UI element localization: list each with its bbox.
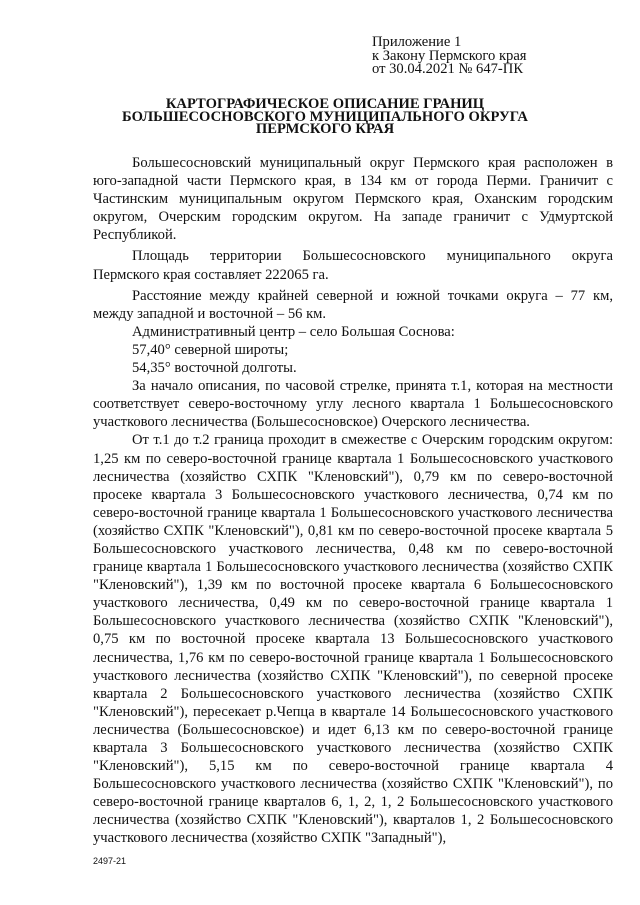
document-code: 2497-21 — [93, 856, 127, 866]
paragraph-boundary-t1-t2: От т.1 до т.2 граница проходит в смежестве с Очерским городским округом: 1,25 км по северо-восточной границе квартала 1 Большесосновского участкового лесничества (хозяйство СХПК "Кленовский"), 0,79 км по северо-восточной просеке квартала 3 Большесосновского участкового лесничества, 0,74 км по северо-восточной границе квартала 1 Большесосновского участкового лесничества (хозяйство СХПК "Кленовский"), 0,81 км по северо-восточной просеке квартала 5 Большесосновского участкового лесничества, 0,48 км по северо-восточной границе квартала 1 Большесосновского участкового лесничества (хозяйство СХПК "Кленовский"), 1,39 км по восточной просеке квартала 6 Большесосновского участкового лесничества, 0,49 км по северо-восточной границе квартала 1 Большесосновского участкового лесничества (хозяйство СХПК "Кленовский"), 0,75 км по восточной просеке квартала 13 Большесосновского участкового лесничества, 1,76 км по северо-восточной границе квартала 1 Большесосновского участкового лесничества (хозяйство СХПК "Кленовский"), по северной просеке квартала 2 Большесосновского участкового лесничества (хозяйство СХПК "Кленовский"), пересекает р.Чепца в квартале 14 Большесосновского участкового лесничества (Большесосновское) и идет 6,13 км по северо-восточной границе квартала 3 Большесосновского участкового лесничества (хозяйство СХПК "Кленовский"), 5,15 км по северо-восточной границе квартала 4 Большесосновского участкового лесничества (хозяйство СХПК "Кленовский"), по северо-восточной границе кварталов 6, 1, 2, 1, 2 Большесосновского участкового лесничества (хозяйство СХПК "Кленовский"), кварталов 1, 2 Большесосновского участкового лесничества (хозяйство СХПК "Западный"), — [93, 432, 613, 847]
paragraph-longitude: 54,35° восточной долготы. — [132, 360, 297, 377]
paragraph-latitude: 57,40° северной широты; — [132, 341, 289, 358]
appendix-line-1: Приложение 1 — [372, 34, 462, 50]
title-line-1: КАРТОГРАФИЧЕСКОЕ ОПИСАНИЕ ГРАНИЦ — [165, 96, 485, 112]
appendix-line-3: от 30.04.2021 № 647-ПК — [372, 61, 524, 77]
paragraph-admin-center: Административный центр – село Большая Соснова: — [132, 323, 455, 340]
appendix-line-2: к Закону Пермского края — [372, 47, 527, 64]
title-line-3: ПЕРМСКОГО КРАЯ — [255, 121, 395, 137]
title-line-2: БОЛЬШЕСОСНОВСКОГО МУНИЦИПАЛЬНОГО ОКРУГА — [122, 108, 528, 125]
paragraph-area: Площадь территории Большесосновского муниципального округа Пермского края составляет 222065 га. — [93, 248, 613, 283]
paragraph-start-point: За начало описания, по часовой стрелке, принята т.1, которая на местности соответствует северо-восточному углу лесного квартала 1 Большесосновского участкового лесничества (Большесосновское) Очерского лесничества. — [93, 378, 613, 431]
document-title — [90, 98, 560, 136]
paragraph-location: Большесосновский муниципальный округ Пермского края расположен в юго-западной части Пермского края, в 134 км от города Перми. Граничит с Частинским муниципальным округом Пермского края, Оханским городским округом, Очерским городским округом. На западе граничит с Удмуртской Республикой. — [93, 155, 613, 244]
paragraph-distance: Расстояние между крайней северной и южной точками округа – 77 км, между западной и восточной – 56 км. — [93, 287, 613, 322]
document-body — [93, 154, 613, 848]
appendix-header — [372, 36, 622, 77]
